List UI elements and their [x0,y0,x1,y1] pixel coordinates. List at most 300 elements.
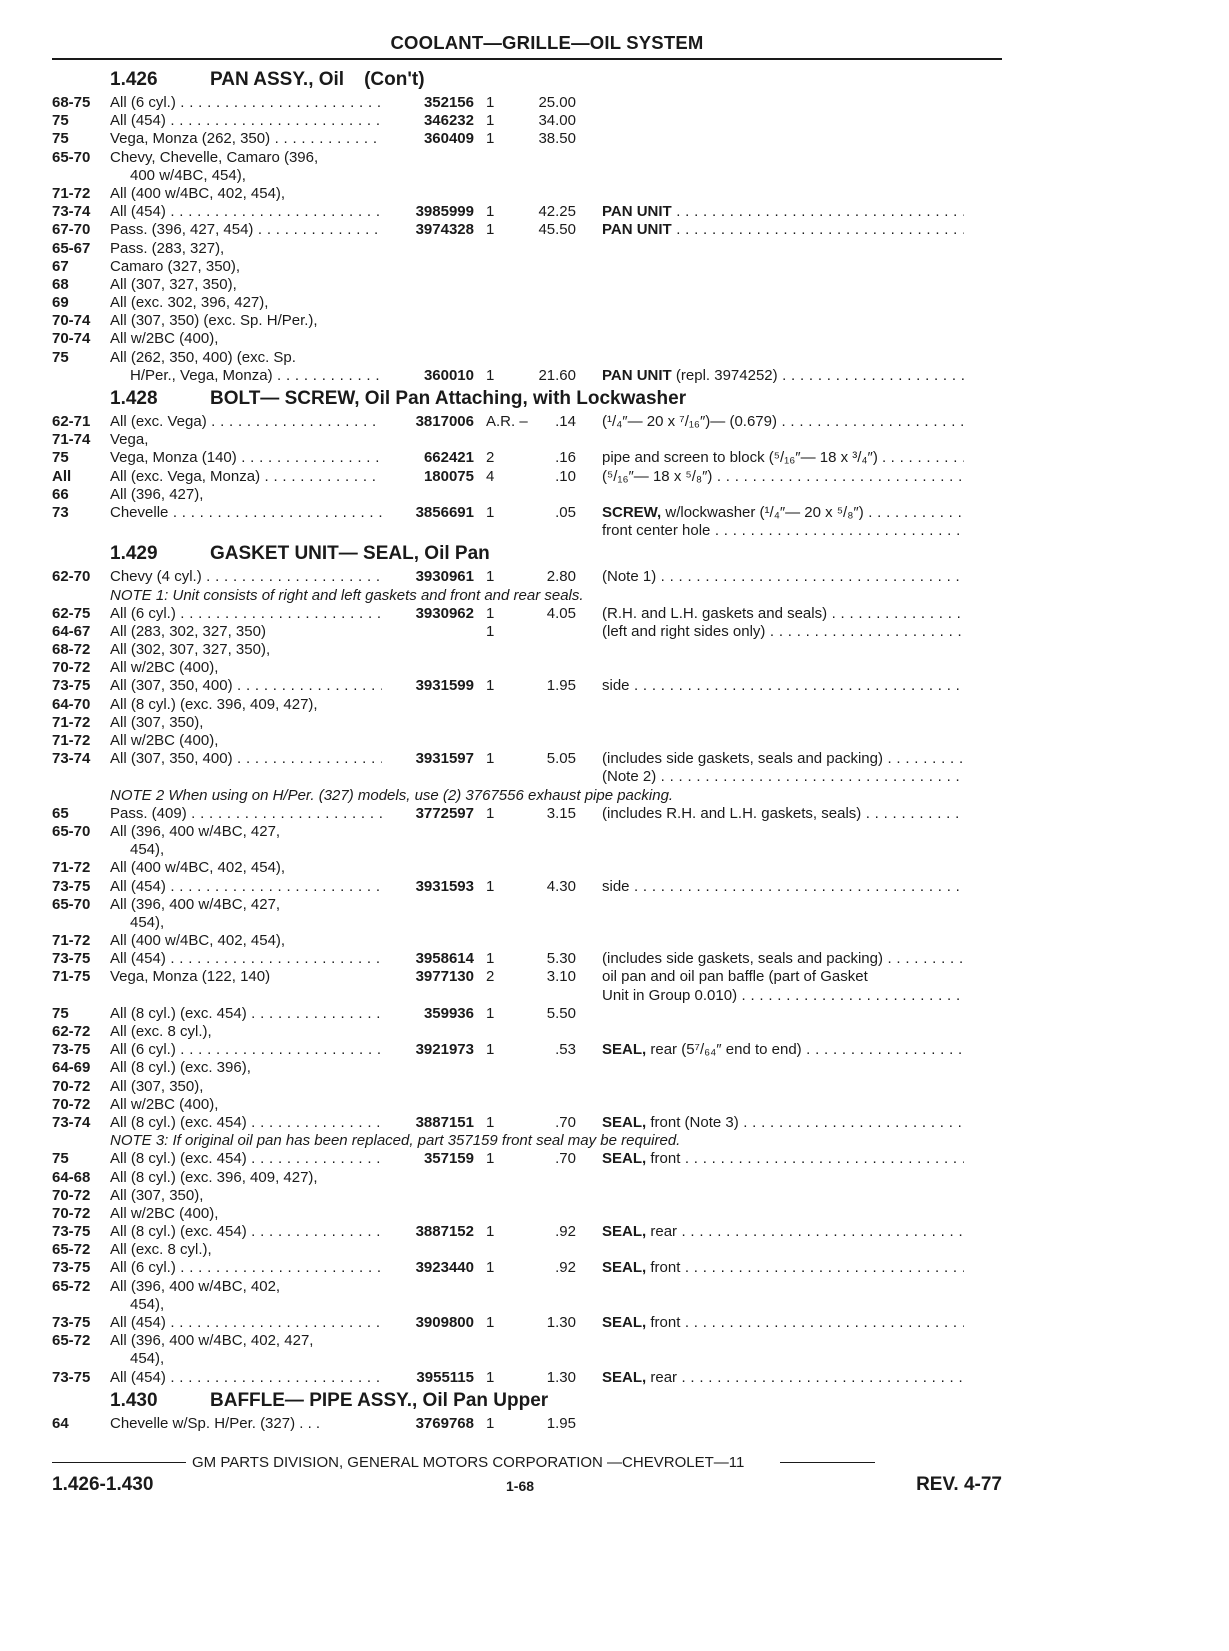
part-number [382,276,474,294]
quantity [474,1169,520,1187]
part-number: 3931597 [415,750,474,768]
application-text: All (exc. 8 cyl.), [110,1023,212,1040]
application-text: 454), [130,913,165,931]
price [520,1296,576,1314]
part-number [382,240,474,258]
application [110,185,382,203]
model-years: 64-70 [52,695,91,713]
part-number [382,294,474,312]
table-row [52,896,1002,914]
table-row [52,167,1002,185]
price [520,294,576,312]
application-text: All (396, 427), [110,485,204,503]
table-row [52,431,1002,449]
application [110,1150,382,1168]
price [520,1096,576,1114]
description [576,1314,964,1332]
application [110,330,382,348]
application [110,1169,382,1187]
description [576,768,964,786]
model-years [52,522,110,540]
application-text: All (8 cyl.) (exc. 454) [110,1223,247,1241]
description [576,312,964,330]
description [576,112,964,130]
price: 3.15 [546,804,576,822]
price [520,914,576,932]
catalog-page [52,30,1002,1433]
description [576,659,964,677]
description [576,841,964,859]
page-number: 1-68 [506,1478,535,1494]
section-heading [52,66,1002,94]
application [110,431,382,449]
table-row [52,330,1002,348]
model-years: 62-75 [52,604,91,622]
application [110,1369,382,1387]
price [520,641,576,659]
quantity [474,486,520,504]
price: 3.10 [546,968,576,986]
application-text: 454), [130,1295,165,1313]
description-text: oil pan and oil pan baffle (part of Gasket [602,968,868,986]
model-years: 68-75 [52,94,91,111]
price [520,1205,576,1223]
part-number [382,258,474,276]
section-name: GASKET UNIT— SEAL, Oil Pan [210,543,490,565]
quantity: 1 [486,950,495,968]
part-number [382,1187,474,1205]
table-row [52,1259,1002,1277]
model-years: 67-70 [52,221,91,239]
description-text: SEAL, [602,1113,647,1131]
model-years [52,914,110,932]
model-years: 75 [52,130,69,148]
application-text: All (454) [110,203,166,221]
description [576,1005,964,1023]
application-text: All (454) [110,1368,166,1386]
application-text: All (396, 400 w/4BC, 402, [110,1277,281,1295]
application [110,896,382,914]
model-years [52,1296,110,1314]
model-years: All [52,467,72,485]
description [576,823,964,841]
part-number: 357159 [423,1150,474,1168]
model-years: 73-75 [52,1223,91,1241]
part-number [382,1296,474,1314]
table-row [52,1296,1002,1314]
model-years: 70-72 [52,1186,91,1204]
application-text: All (8 cyl.) (exc. 454) [110,1004,247,1022]
quantity: 1 [486,203,495,221]
application-text: All (8 cyl.) (exc. 454) [110,1113,247,1131]
description-detail: rear (5⁷/₆₄″ end to end) [646,1041,802,1059]
price: 1.30 [546,1314,576,1331]
footnote: NOTE 1: Unit consists of right and left gaskets and front and rear seals. [110,586,584,604]
table-row [52,950,1002,968]
table-row [52,1369,1002,1387]
table-row [52,1078,1002,1096]
application [110,367,382,385]
quantity: 1 [486,1223,495,1241]
table-row [52,1096,1002,1114]
description-detail: front [646,1150,681,1168]
application-text: All (exc. 8 cyl.), [110,1241,212,1259]
quantity [474,522,520,540]
quantity [474,167,520,185]
model-years: 64-69 [52,1059,91,1077]
application [110,714,382,732]
application [110,276,382,294]
model-years: 62-72 [52,1023,91,1040]
price [520,276,576,294]
footnote: NOTE 3: If original oil pan has been replaced, part 357159 front seal may be required. [110,1132,681,1150]
parts-list [52,66,1002,1433]
application [110,768,382,786]
part-number: 3931593 [415,877,474,895]
description-detail: front [646,1259,681,1277]
part-number [382,312,474,330]
section-name: BOLT— SCREW, Oil Pan Attaching, with Lockwasher [210,388,687,409]
application [110,449,382,467]
table-row [52,130,1002,148]
table-row [52,185,1002,203]
footer-rule-left [52,1462,186,1463]
table-row [52,1114,1002,1132]
application-text: All (454) [110,950,166,968]
application-text: All (396, 400 w/4BC, 427, [110,895,281,913]
quantity [474,732,520,750]
description [576,950,964,968]
model-years: 73-74 [52,203,91,221]
section-name: BAFFLE— PIPE ASSY., Oil Pan Upper [210,1389,549,1411]
quantity [474,276,520,294]
application [110,504,382,522]
quantity: 1 [486,622,495,640]
application [110,130,382,148]
price: 2.80 [546,568,576,586]
description-text: SEAL, [602,1041,647,1059]
price [520,522,576,540]
model-years: 73-75 [52,677,91,695]
part-number [382,149,474,167]
application-text: All (6 cyl.) [110,1259,176,1277]
table-row [52,623,1002,641]
description [576,859,964,877]
application-text: All (396, 400 w/4BC, 402, 427, [110,1332,314,1350]
table-row [52,641,1002,659]
application-text: All (396, 400 w/4BC, 427, [110,822,281,840]
part-number: 3974328 [415,221,474,239]
price: 1.95 [546,1414,576,1432]
price [520,623,576,641]
part-number [382,1023,474,1041]
model-years: 73-75 [52,1259,91,1277]
application-text: All (exc. Vega, Monza) [110,467,261,485]
table-row [52,1059,1002,1077]
part-number [382,714,474,732]
title-rule [52,58,1002,60]
table-row [52,1223,1002,1241]
model-years: 66 [52,485,69,503]
table-row [52,312,1002,330]
table-row [52,1241,1002,1259]
table-row [52,1415,1002,1433]
application [110,641,382,659]
table-row [52,696,1002,714]
application-text: All (400 w/4BC, 402, 454), [110,932,286,950]
description-text: SEAL, [602,1314,647,1331]
quantity: 1 [486,677,495,695]
price [520,167,576,185]
section-number: 1.426 [110,69,158,90]
application-text: All (400 w/4BC, 402, 454), [110,184,286,202]
model-years: 65-70 [52,822,91,840]
description [576,696,964,714]
table-row [52,1278,1002,1296]
quantity [474,1023,520,1041]
model-years [52,987,110,1005]
quantity [474,987,520,1005]
table-row [52,732,1002,750]
application-text: All w/2BC (400), [110,659,219,677]
price [520,823,576,841]
application [110,1332,382,1350]
table-row [52,276,1002,294]
description [576,914,964,932]
part-number [382,932,474,950]
section-continued: (Con't) [364,69,425,90]
application [110,732,382,750]
application-text: All (307, 350) (exc. Sp. H/Per.), [110,312,318,330]
application [110,623,382,641]
table-row [52,1150,1002,1168]
description [576,1350,964,1368]
application [110,1259,382,1277]
quantity [474,1059,520,1077]
quantity [474,932,520,950]
application [110,522,382,540]
description [576,185,964,203]
model-years: 65-70 [52,895,91,913]
quantity: 1 [486,1368,495,1386]
price: 1.30 [546,1368,576,1386]
quantity [474,1350,520,1368]
price: 38.50 [538,130,576,148]
part-number: 3887151 [415,1113,474,1131]
quantity: 2 [486,968,495,986]
part-number [382,1332,474,1350]
application [110,1023,382,1041]
description [576,1041,964,1059]
table-row [52,1332,1002,1350]
price [520,859,576,877]
part-number: 352156 [423,94,474,111]
table-row [52,659,1002,677]
application-text: Chevelle [110,503,169,521]
model-years: 75 [52,449,69,467]
price [520,149,576,167]
table-row [52,1169,1002,1187]
price: 5.05 [546,750,576,768]
description-text: SCREW, [602,503,662,521]
footer-org-line [52,1452,1002,1472]
application [110,859,382,877]
quantity [474,914,520,932]
description-text: (includes R.H. and L.H. gaskets, seals) [602,804,862,822]
price [520,1278,576,1296]
part-number: 662421 [423,449,474,467]
application-text: All w/2BC (400), [110,732,219,749]
application [110,294,382,312]
part-number: 3921973 [415,1041,474,1059]
part-number [382,1059,474,1077]
description [576,878,964,896]
description-text: front center hole [602,522,711,540]
quantity [474,149,520,167]
description [576,149,964,167]
application [110,221,382,239]
table-row [52,605,1002,623]
table-row [52,768,1002,786]
model-years: 73-75 [52,950,91,968]
model-years: 70-72 [52,1204,91,1222]
table-row [52,504,1002,522]
model-years: 75 [52,112,69,130]
table-row [52,294,1002,312]
description-detail: w/lockwasher (¹/₄″— 20 x ⁵/₈″) [661,503,864,521]
description-detail: front [646,1314,681,1331]
description [576,1369,964,1387]
model-years: 71-72 [52,932,91,950]
application [110,468,382,486]
model-years: 70-72 [52,659,91,677]
model-years [52,1350,110,1368]
description [576,1223,964,1241]
quantity: 1 [486,877,495,895]
part-number: 3958614 [415,950,474,968]
price: 4.05 [546,604,576,622]
model-years: 65-72 [52,1277,91,1295]
application-text: All (307, 350), [110,713,204,731]
part-number: 3817006 [415,413,474,430]
application-text: All w/2BC (400), [110,1204,219,1222]
price [520,1078,576,1096]
quantity [474,896,520,914]
table-row [52,367,1002,385]
description [576,1150,964,1168]
application-text: 454), [130,841,165,859]
quantity [474,1241,520,1259]
model-years: 73 [52,503,69,521]
part-number: 359936 [423,1004,474,1022]
table-row [52,677,1002,695]
part-number [382,431,474,449]
model-years: 73-74 [52,1113,91,1131]
model-years [52,367,110,385]
description [576,468,964,486]
description-detail: front (Note 3) [646,1113,739,1131]
table-row [52,932,1002,950]
table-row [52,112,1002,130]
description-text: Unit in Group 0.010) [602,986,738,1004]
price [520,896,576,914]
application-text: Vega, Monza (262, 350) [110,130,271,148]
price: .92 [555,1223,576,1241]
part-number [382,732,474,750]
section-heading [52,385,1002,413]
quantity [474,841,520,859]
description [576,568,964,586]
application-text: All w/2BC (400), [110,330,219,348]
application [110,1059,382,1077]
model-years: 71-75 [52,968,91,986]
application [110,1415,382,1433]
quantity [474,294,520,312]
model-years [52,841,110,859]
application [110,149,382,167]
model-years: 71-74 [52,431,91,449]
table-row [52,94,1002,112]
application-text: All (307, 350), [110,1186,204,1204]
application [110,950,382,968]
price [520,312,576,330]
description-text: SEAL, [602,1368,647,1386]
model-years: 71-72 [52,184,91,202]
quantity [474,1278,520,1296]
application [110,968,382,986]
application-text: All (6 cyl.) [110,604,176,622]
description [576,732,964,750]
application-text: All (283, 302, 327, 350) [110,622,266,640]
application [110,413,382,431]
quantity: 4 [486,467,495,485]
application-text: Vega, Monza (122, 140) [110,968,271,986]
application [110,1205,382,1223]
part-number: 3769768 [415,1414,474,1432]
application-text: 400 w/4BC, 454), [130,166,246,184]
description [576,431,964,449]
part-number: 3887152 [415,1223,474,1241]
description [576,1296,964,1314]
quantity: 1 [486,568,495,586]
part-number: 180075 [423,467,474,485]
application [110,932,382,950]
part-number [382,859,474,877]
application-text: Chevelle w/Sp. H/Per. (327) . . . [110,1414,321,1432]
description [576,1114,964,1132]
part-number: 3955115 [416,1368,474,1386]
application-text: All (8 cyl.) (exc. 396, 409, 427), [110,695,318,713]
price [520,185,576,203]
description [576,258,964,276]
part-number: 3977130 [415,968,474,986]
application [110,1241,382,1259]
price [520,1169,576,1187]
quantity: 1 [486,804,495,822]
description [576,349,964,367]
table-row [52,221,1002,239]
price: 4.30 [546,877,576,895]
quantity: 1 [486,1041,495,1059]
application [110,1296,382,1314]
model-years: 65-72 [52,1332,91,1350]
application-text: All (262, 350, 400) (exc. Sp. [110,348,296,366]
application [110,312,382,330]
price [520,714,576,732]
part-number: 360010 [423,366,474,384]
price [520,431,576,449]
description [576,750,964,768]
